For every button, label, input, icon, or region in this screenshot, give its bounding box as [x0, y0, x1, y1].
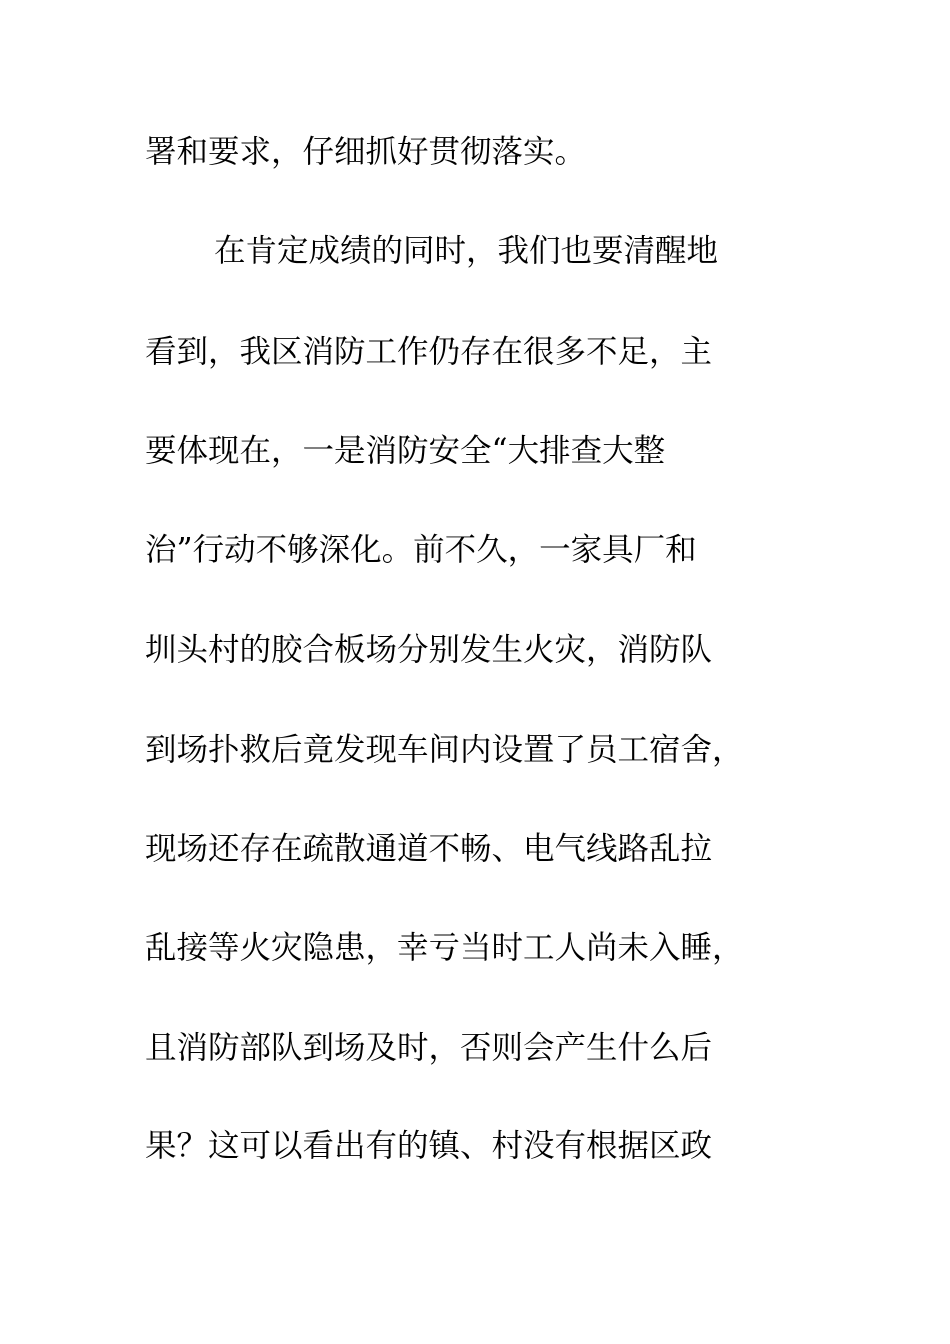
text-line-5: 治”行动不够深化。前不久，一家具厂和	[145, 532, 697, 568]
text-line-3: 看到，我区消防工作仍存在很多不足，主	[145, 334, 713, 370]
text-line-8: 现场还存在疏散通道不畅、电气线路乱拉	[145, 831, 713, 867]
text-line-1: 署和要求，仔细抓好贯彻落实。	[145, 134, 587, 170]
text-line-10: 且消防部队到场及时，否则会产生什么后	[145, 1030, 713, 1066]
text-line-6: 圳头村的胶合板场分别发生火灾，消防队	[145, 632, 713, 668]
text-line-9: 乱接等火灾隐患，幸亏当时工人尚未入睡，	[145, 930, 744, 966]
text-line-2: 在肯定成绩的同时，我们也要清醒地	[214, 233, 719, 269]
text-line-4: 要体现在，一是消防安全“大排查大整	[145, 433, 666, 469]
text-line-11: 果？这可以看出有的镇、村没有根据区政	[145, 1128, 713, 1164]
text-line-7: 到场扑救后竟发现车间内设置了员工宿舍，	[145, 732, 744, 768]
